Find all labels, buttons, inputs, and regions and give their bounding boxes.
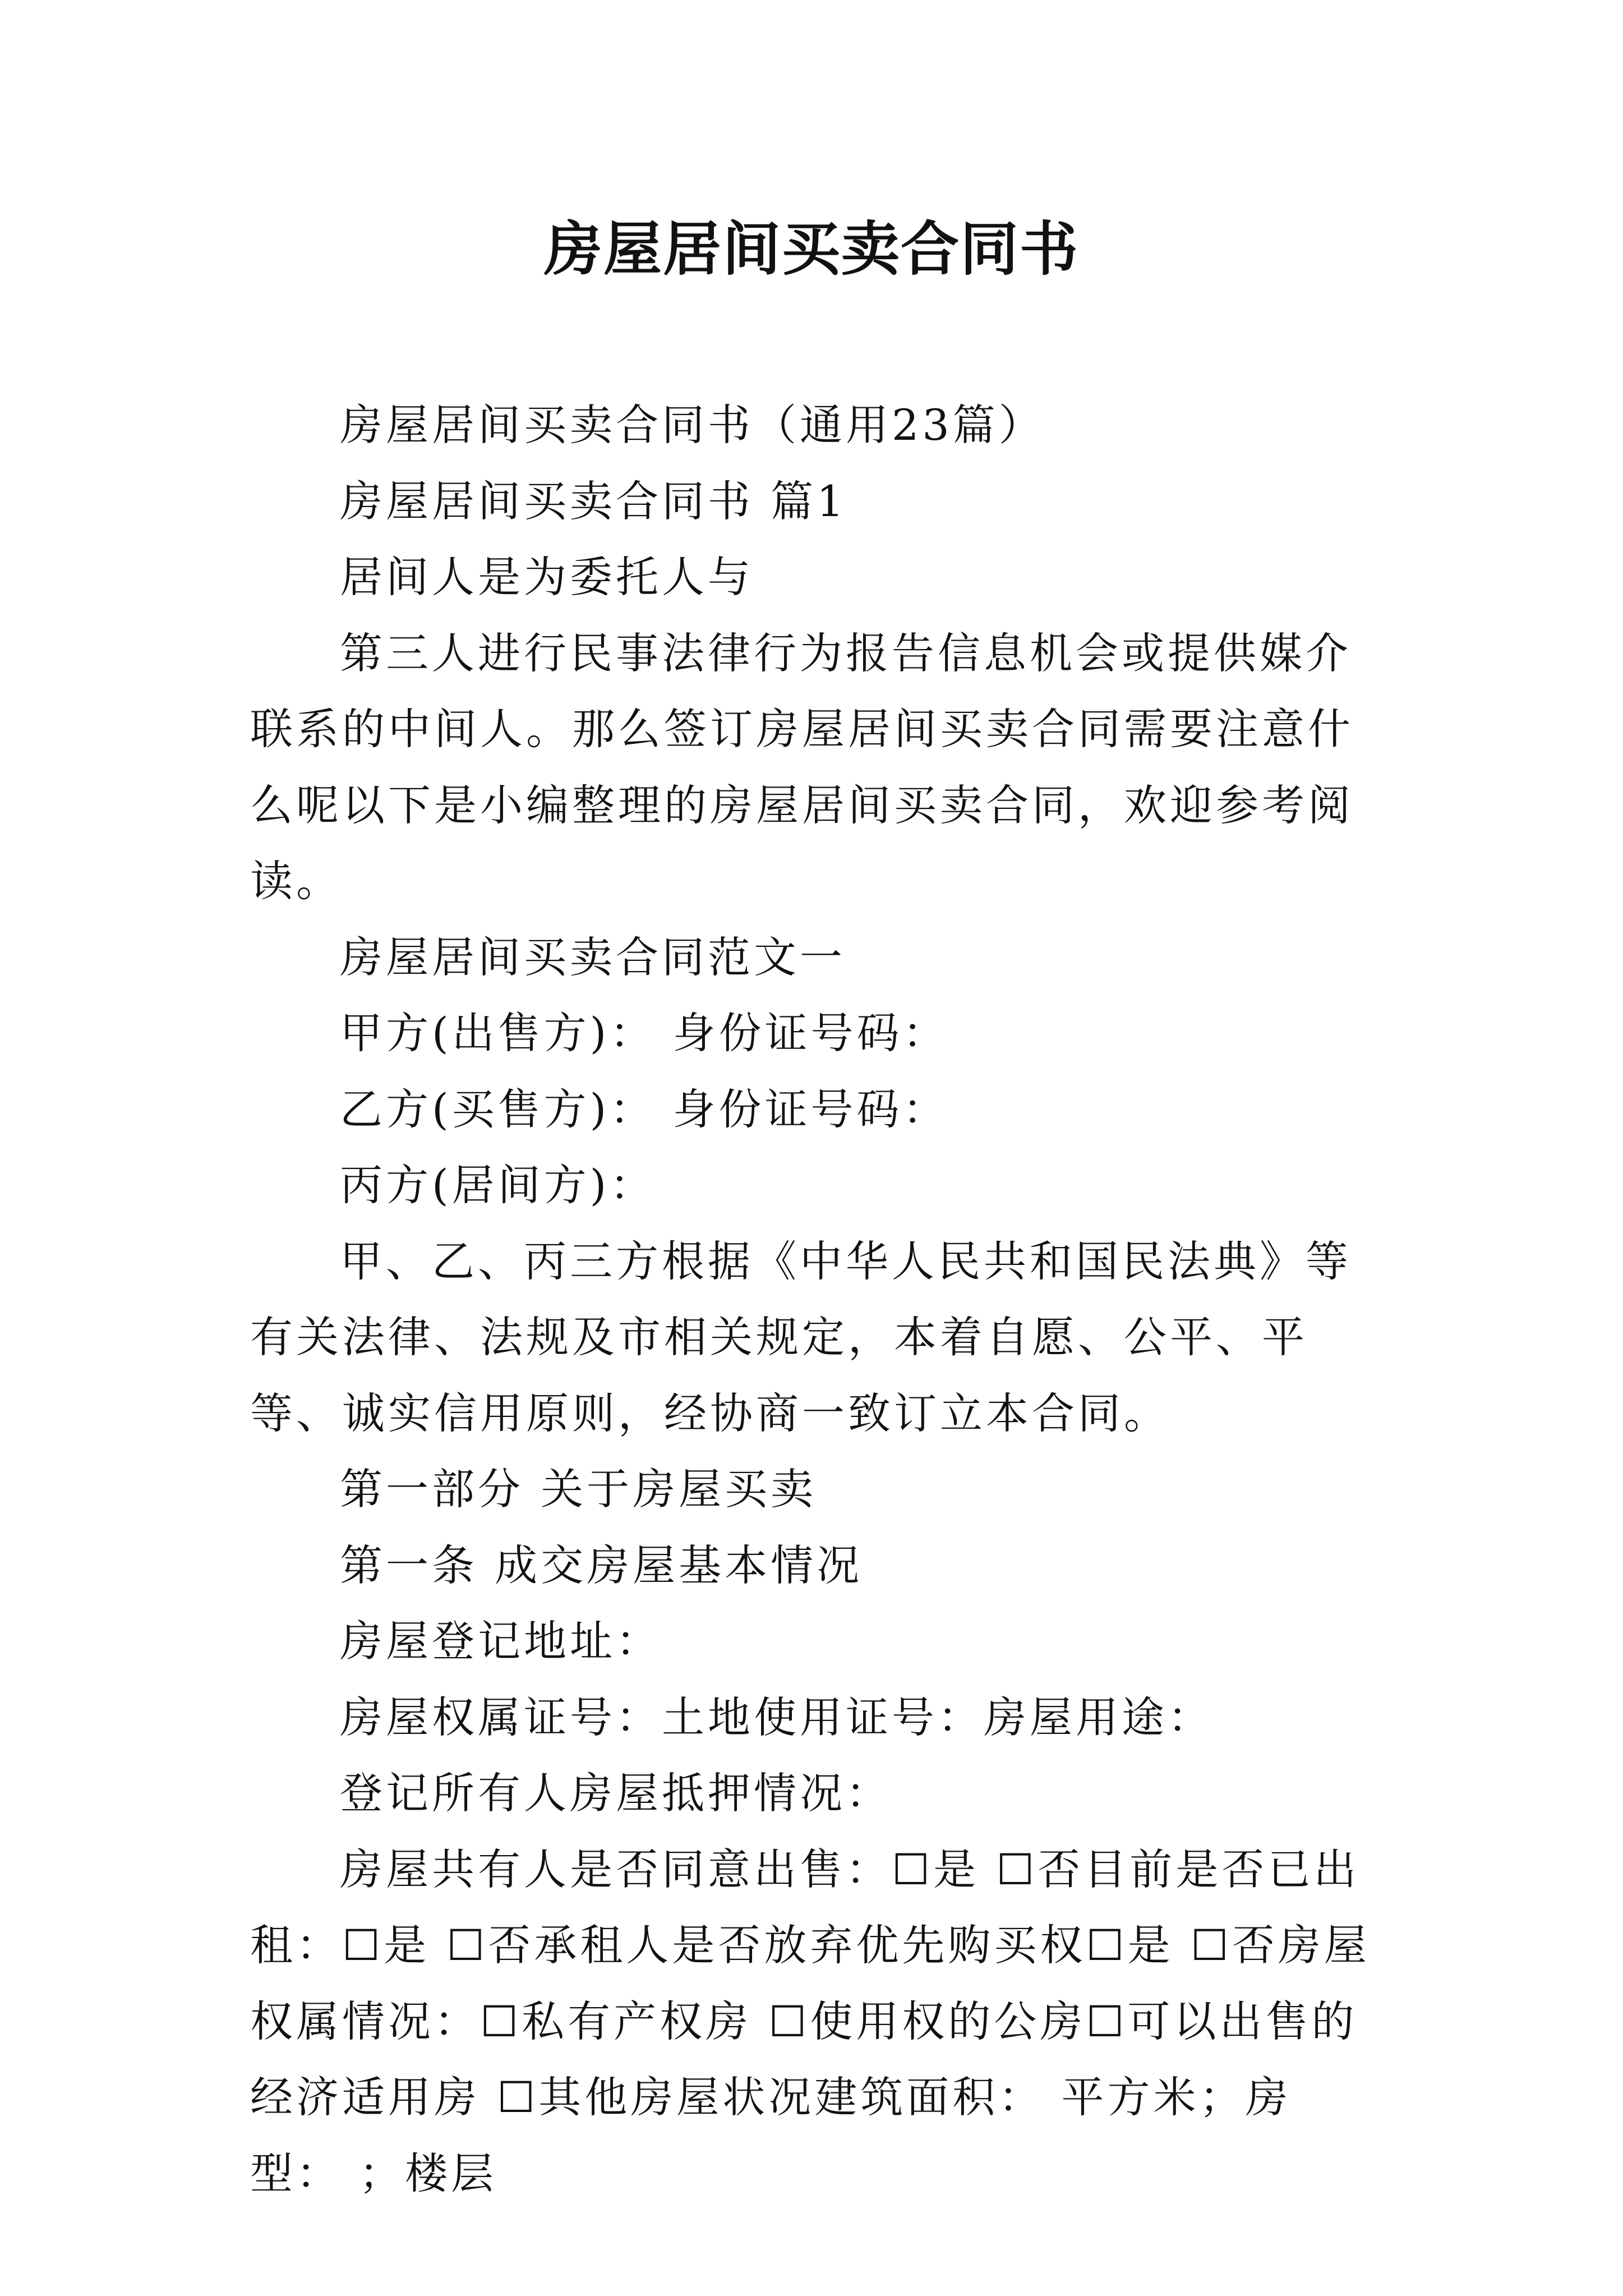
paragraph: 房屋权属证号：土地使用证号：房屋用途： [340,1692,1214,1742]
paragraph: 居间人是为委托人与 [340,552,754,602]
paragraph: 第一部分 关于房屋买卖 [340,1464,817,1514]
paragraph: 乙方(买售方)： 身份证号码： [340,1084,949,1134]
paragraph: 房屋共有人是否同意出售：☐是 ☐否目前是否已出租：☐是 ☐否承租人是否放弃优先购买权☐是 ☐否房屋权属情况：☐私有产权房 ☐使用权的公房☐可以出售的经济适用房 ☐其他房屋状况建筑面积： 平方米；房型： ；楼层 [250,1844,1370,2198]
paragraph: 第一条 成交房屋基本情况 [340,1540,863,1590]
paragraph: 登记所有人房屋抵押情况： [340,1768,892,1818]
paragraph: 房屋登记地址： [340,1616,662,1666]
paragraph: 甲方(出售方)： 身份证号码： [340,1008,949,1058]
paragraph: 房屋居间买卖合同书（通用23篇） [340,400,1045,450]
document-title: 房屋居间买卖合同书 [543,215,1079,283]
paragraph: 房屋居间买卖合同书 篇1 [340,476,847,526]
paragraph: 第三人进行民事法律行为报告信息机会或提供媒介联系的中间人。那么签订房屋居间买卖合同需要注意什么呢以下是小编整理的房屋居间买卖合同，欢迎参考阅读。 [250,628,1354,906]
paragraph: 房屋居间买卖合同范文一 [340,932,846,982]
paragraph: 甲、乙、丙三方根据《中华人民共和国民法典》等有关法律、法规及市相关规定，本着自愿、公平、平等、诚实信用原则，经协商一致订立本合同。 [250,1236,1352,1438]
document-body [250,387,1383,2211]
paragraph: 丙方(居间方)： [340,1160,656,1210]
